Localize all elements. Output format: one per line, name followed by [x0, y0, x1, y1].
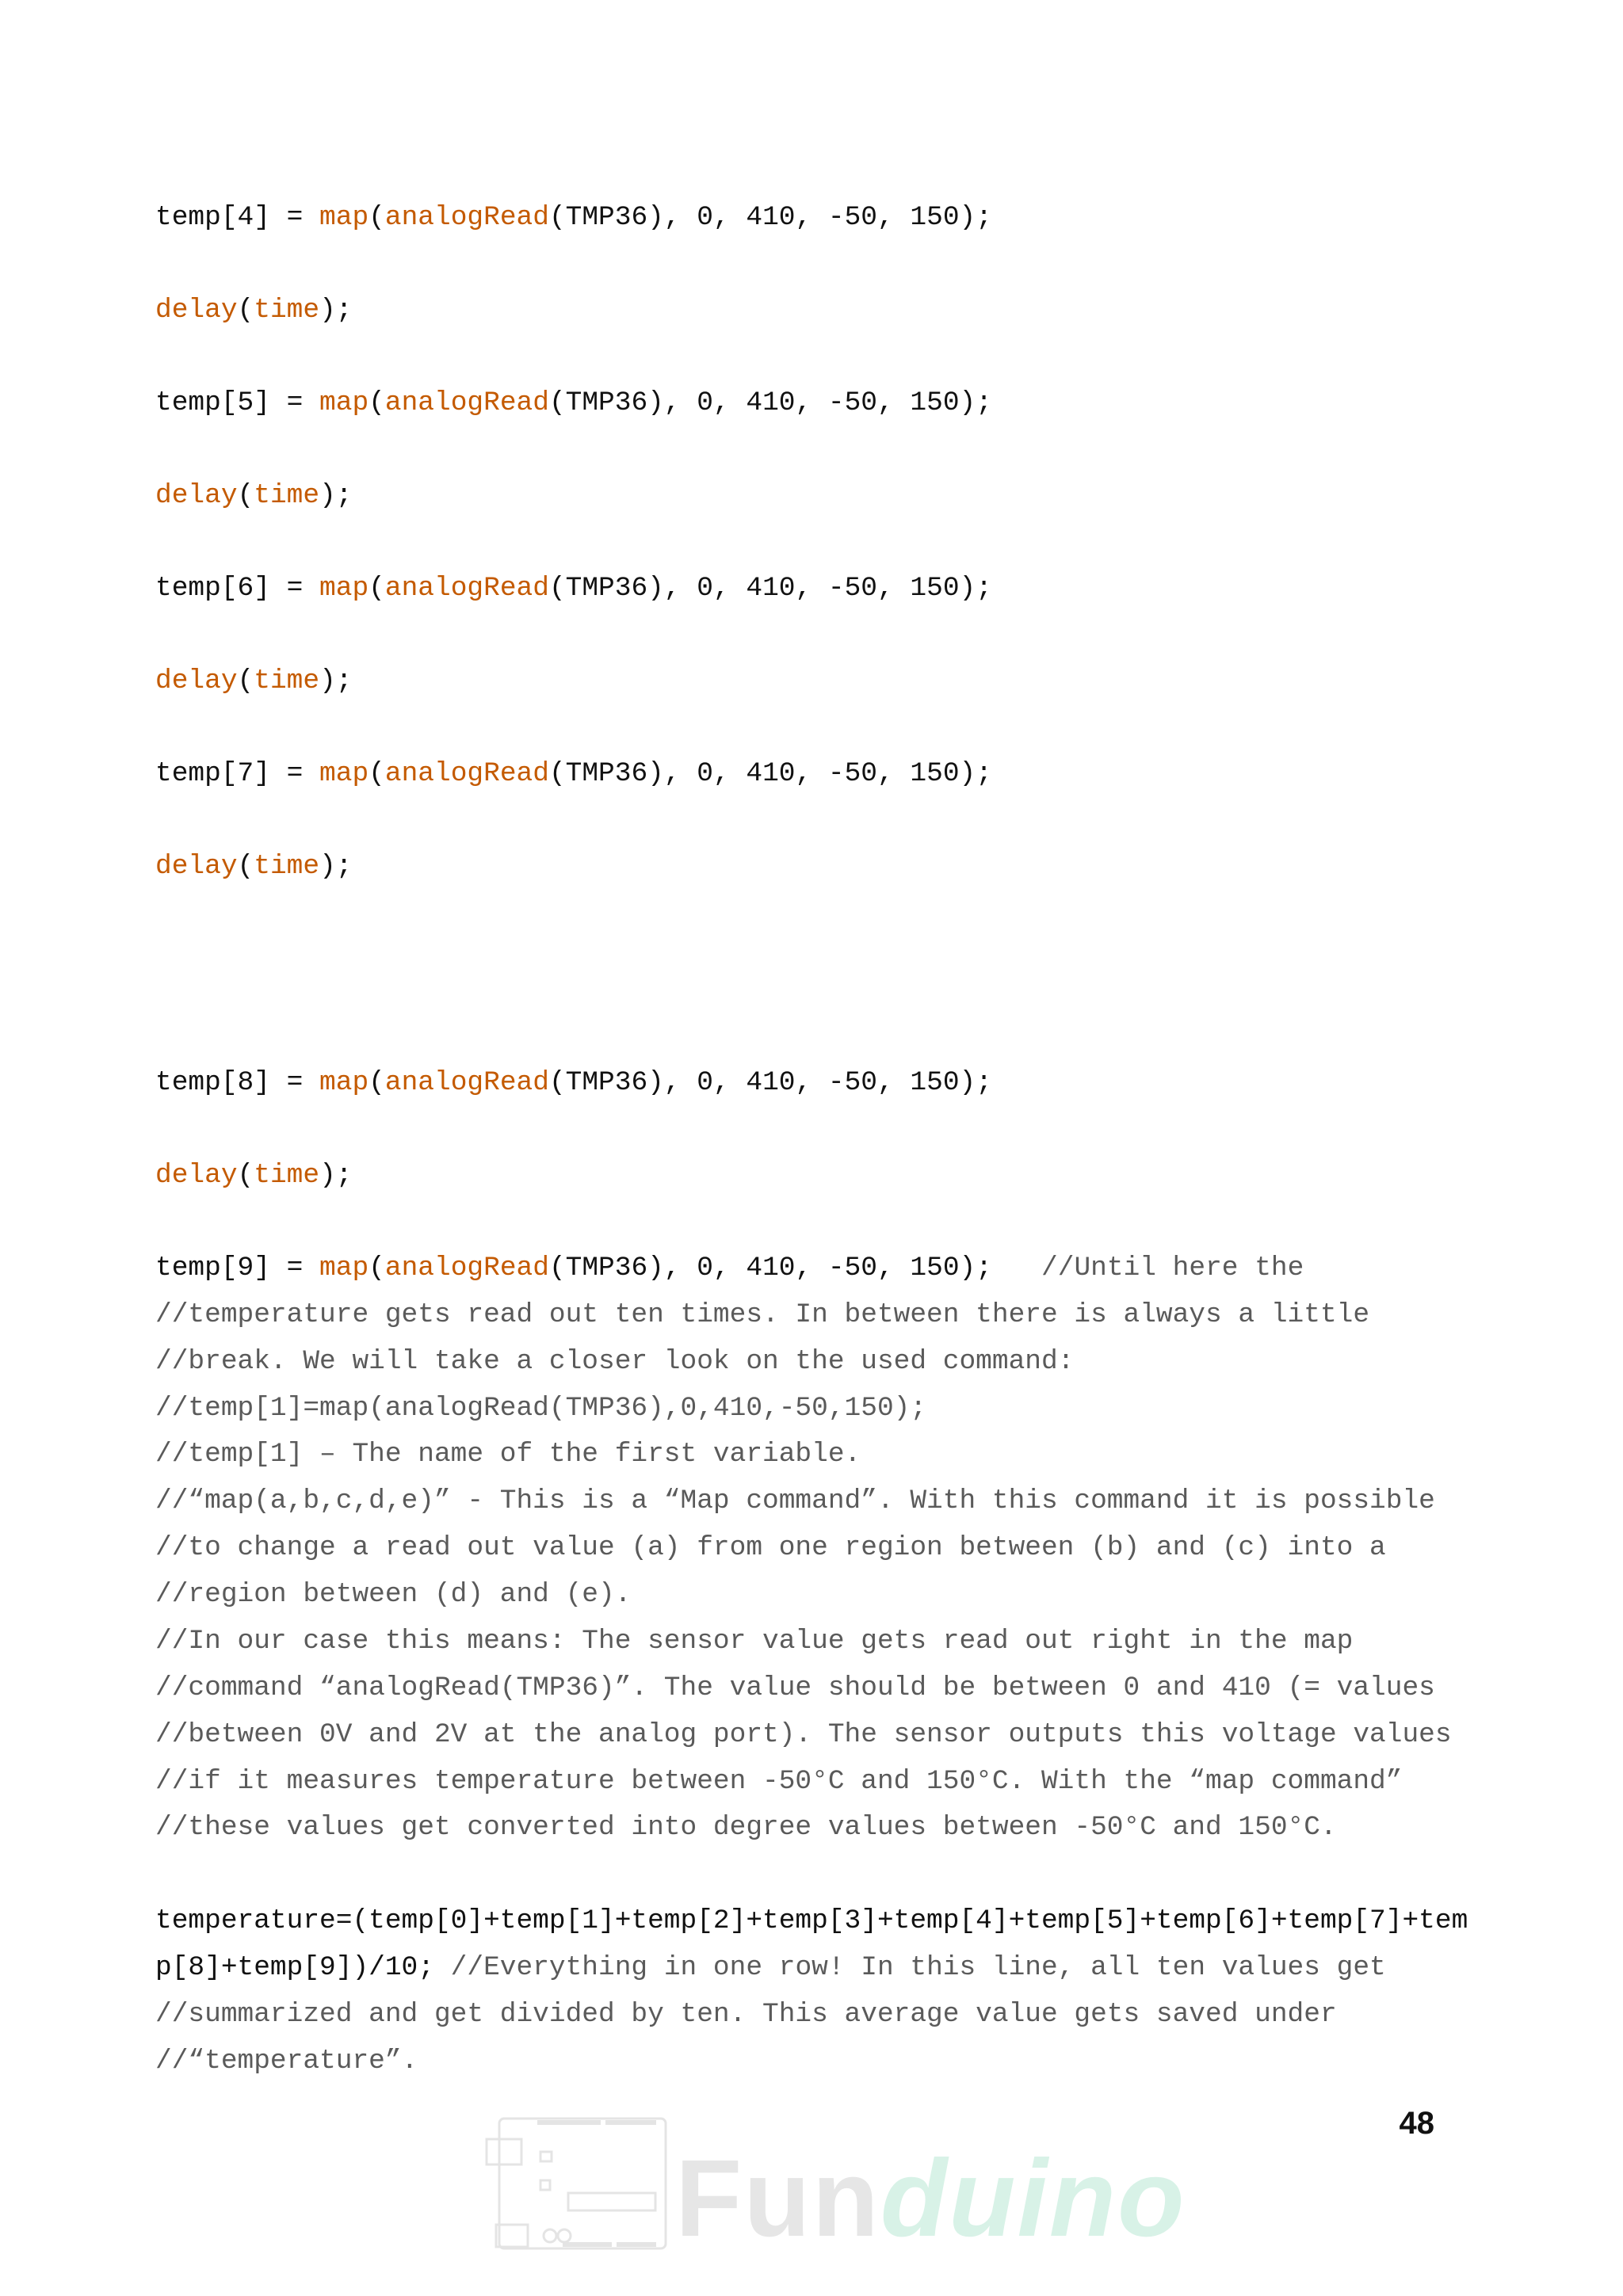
code-line	[155, 1348, 1074, 1376]
code-line	[155, 575, 992, 603]
code-text: (	[369, 573, 385, 604]
code-comment: //“map(a,b,c,d,e)” - This is a “Map command”. With this command it is possible	[155, 1486, 1435, 1516]
funduino-watermark-logo	[485, 2114, 1186, 2260]
code-text: );	[319, 666, 353, 696]
code-line	[155, 1581, 631, 1609]
code-text: temperature=(temp[0]+temp[1]+temp[2]+temp[3]+temp[4]+temp[5]+temp[6]+temp[7]+tem	[155, 1905, 1468, 1936]
code-keyword: time	[254, 851, 320, 882]
code-text: );	[319, 480, 353, 511]
code-text: (	[369, 387, 385, 418]
code-keyword: analogRead	[384, 202, 549, 233]
arduino-board-icon	[485, 2114, 675, 2256]
code-text: temp[9] =	[155, 1253, 320, 1283]
code-comment: //between 0V and 2V at the analog port). The sensor outputs this voltage values	[155, 1719, 1452, 1750]
code-comment: //command “analogRead(TMP36)”. The value should be between 0 and 410 (= values	[155, 1672, 1435, 1703]
code-text: temp[5] =	[155, 387, 320, 418]
page-number: 48	[1399, 2106, 1434, 2141]
wordmark-fun: Fun	[675, 2138, 880, 2260]
code-keyword: analogRead	[384, 1253, 549, 1283]
code-text: (	[369, 758, 385, 789]
code-comment: //temperature gets read out ten times. In between there is always a little	[155, 1299, 1370, 1330]
code-line	[155, 1768, 1402, 1796]
code-comment: //Until here the	[991, 1253, 1304, 1283]
code-text: (	[237, 1160, 254, 1191]
code-text: p[8]+temp[9])/10;	[155, 1952, 451, 1983]
code-line	[155, 1255, 1304, 1283]
code-line	[155, 1719, 1452, 1750]
code-text: (	[237, 851, 254, 882]
code-text: (	[237, 666, 254, 696]
code-keyword: analogRead	[384, 1067, 549, 1098]
code-line	[155, 1628, 1353, 1656]
code-keyword: delay	[155, 851, 238, 882]
code-keyword: analogRead	[384, 573, 549, 604]
code-keyword: analogRead	[384, 387, 549, 418]
code-line	[155, 1395, 926, 1423]
code-comment: //“temperature”.	[155, 2046, 418, 2077]
code-keyword: map	[319, 758, 369, 789]
code-line	[155, 2001, 1337, 2029]
code-comment: //region between (d) and (e).	[155, 1579, 632, 1610]
code-text: );	[319, 1160, 353, 1191]
code-line	[155, 297, 353, 325]
funduino-wordmark	[675, 2138, 1186, 2260]
code-text: (	[369, 1253, 385, 1283]
code-line	[155, 1672, 1435, 1703]
code-line	[155, 482, 353, 510]
code-text: (	[237, 295, 254, 326]
code-line	[155, 668, 353, 696]
code-line	[155, 1067, 992, 1098]
code-line	[155, 758, 992, 789]
wordmark-duino: duino	[880, 2138, 1186, 2260]
code-keyword: map	[319, 202, 369, 233]
code-keyword: delay	[155, 295, 238, 326]
code-line	[155, 204, 992, 232]
code-comment: //these values get converted into degree values between -50°C and 150°C.	[155, 1812, 1337, 1843]
code-keyword: map	[319, 573, 369, 604]
code-comment: //Everything in one row! In this line, all ten values get	[450, 1952, 1386, 1983]
code-comment: //temp[1] – The name of the first variable.	[155, 1439, 861, 1470]
code-keyword: time	[254, 1160, 320, 1191]
code-text: (TMP36), 0, 410, -50, 150);	[548, 387, 992, 418]
code-line	[155, 2048, 418, 2076]
code-comment: //if it measures temperature between -50°C and 150°C. With the “map command”	[155, 1766, 1403, 1797]
code-text: (TMP36), 0, 410, -50, 150);	[548, 1067, 992, 1098]
code-keyword: time	[254, 666, 320, 696]
code-text: (TMP36), 0, 410, -50, 150);	[548, 758, 992, 789]
code-comment: //break. We will take a closer look on the used command:	[155, 1346, 1075, 1377]
code-text: temp[4] =	[155, 202, 320, 233]
code-comment: //to change a read out value (a) from one region between (b) and (c) into a	[155, 1532, 1386, 1563]
code-comment: //In our case this means: The sensor value gets read out right in the map	[155, 1626, 1354, 1657]
code-text: (TMP36), 0, 410, -50, 150);	[548, 202, 992, 233]
code-line	[155, 1905, 1468, 1936]
code-text: temp[7] =	[155, 758, 320, 789]
code-line	[155, 1952, 1386, 1983]
code-comment: //temp[1]=map(analogRead(TMP36),0,410,-50,150);	[155, 1393, 927, 1424]
code-line	[155, 853, 353, 881]
code-keyword: delay	[155, 1160, 238, 1191]
code-keyword: map	[319, 1253, 369, 1283]
code-text: (	[369, 1067, 385, 1098]
code-line	[155, 1488, 1435, 1516]
code-text: (	[369, 202, 385, 233]
code-keyword: map	[319, 387, 369, 418]
code-text: );	[319, 295, 353, 326]
code-keyword: delay	[155, 666, 238, 696]
code-line	[155, 1814, 1337, 1842]
code-text: (TMP36), 0, 410, -50, 150);	[548, 1253, 992, 1283]
code-keyword: time	[254, 295, 320, 326]
code-text: temp[6] =	[155, 573, 320, 604]
code-text: temp[8] =	[155, 1067, 320, 1098]
code-text: (	[237, 480, 254, 511]
code-line	[155, 1299, 1370, 1330]
code-line	[155, 1441, 861, 1469]
code-line	[155, 387, 992, 418]
code-line	[155, 1162, 353, 1190]
code-keyword: delay	[155, 480, 238, 511]
code-comment: //summarized and get divided by ten. This average value gets saved under	[155, 1999, 1337, 2030]
code-text: );	[319, 851, 353, 882]
code-keyword: time	[254, 480, 320, 511]
code-keyword: analogRead	[384, 758, 549, 789]
code-line	[155, 1532, 1386, 1563]
code-keyword: map	[319, 1067, 369, 1098]
code-text: (TMP36), 0, 410, -50, 150);	[548, 573, 992, 604]
